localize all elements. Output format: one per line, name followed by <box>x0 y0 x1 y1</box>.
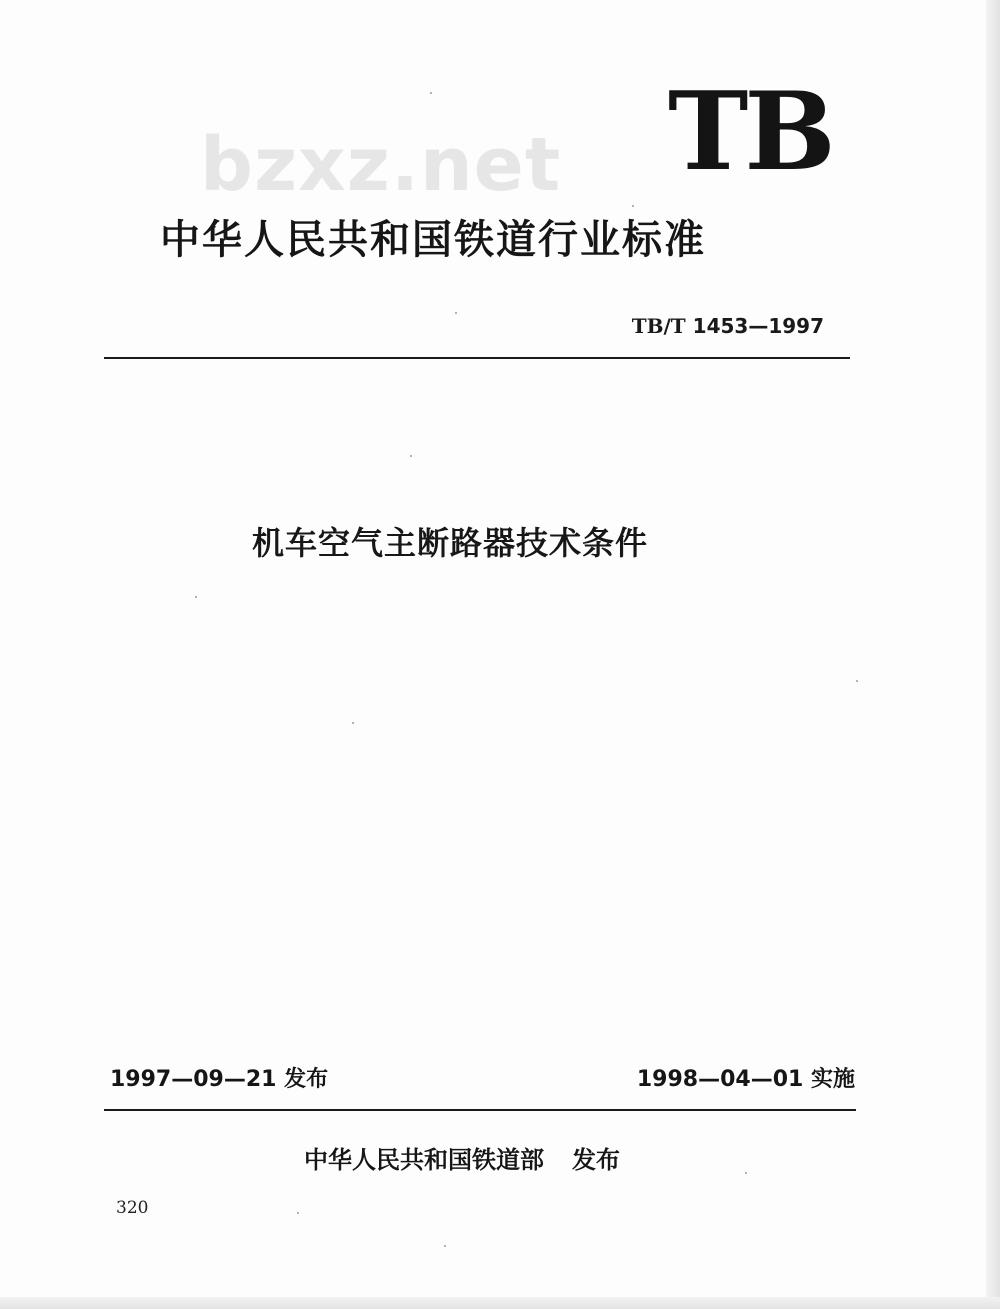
publisher-name: 中华人民共和国铁道部 <box>304 1146 544 1174</box>
document-title: 机车空气主断路器技术条件 <box>252 524 649 562</box>
implementation-date: 1998—04—01 实施 <box>636 1067 855 1092</box>
scan-speck <box>632 205 634 207</box>
scan-speck <box>297 1212 299 1214</box>
standard-category-title: 中华人民共和国铁道行业标准 <box>160 217 706 263</box>
issue-date: 1997—09—21 发布 <box>110 1067 329 1092</box>
scan-speck <box>410 455 412 457</box>
footer-divider <box>104 1109 856 1111</box>
scan-speck <box>745 1172 747 1174</box>
standard-number <box>632 316 824 336</box>
publisher-line <box>304 1147 620 1173</box>
tb-logo: TB <box>668 69 832 195</box>
scan-speck <box>430 92 432 94</box>
scan-speck <box>856 680 858 682</box>
page-edge-right <box>986 0 1000 1309</box>
header-divider <box>104 357 850 359</box>
standard-number-value: 1453—1997 <box>685 314 824 338</box>
publisher-action: 发布 <box>572 1146 620 1174</box>
page-number: 320 <box>116 1198 149 1218</box>
watermark: bzxz.net <box>200 122 562 208</box>
scan-speck <box>195 596 197 598</box>
scan-speck <box>444 1245 446 1247</box>
scan-speck <box>352 722 354 724</box>
scan-speck <box>455 312 457 314</box>
page-edge-bottom <box>0 1297 1000 1309</box>
standard-number-prefix: TB/T <box>631 314 686 338</box>
